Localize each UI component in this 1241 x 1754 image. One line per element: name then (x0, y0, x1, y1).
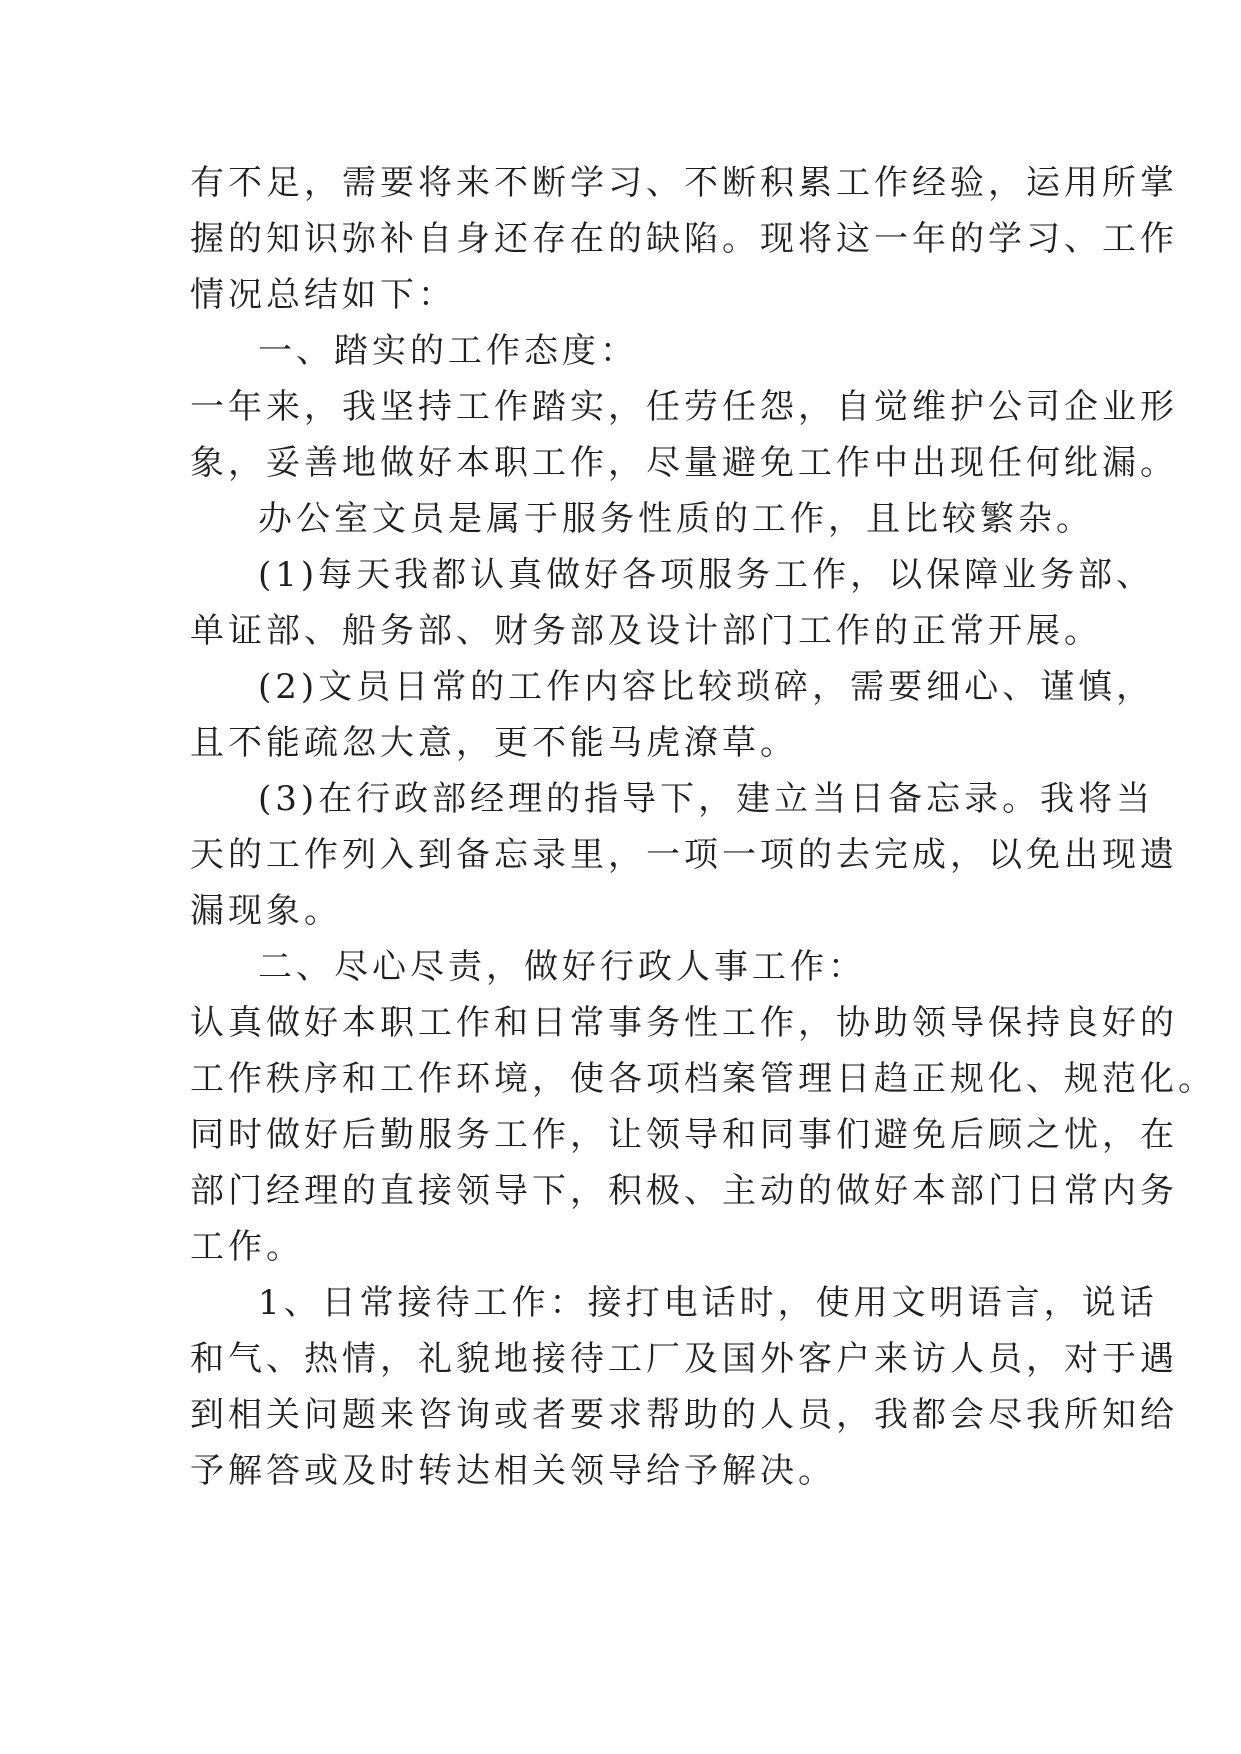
list-item-2: (2)文员日常的工作内容比较琐碎，需要细心、谨慎， (258, 667, 1155, 707)
text-line: 有不足，需要将来不断学习、不断积累工作经验，运用所掌 (190, 163, 1178, 203)
text-line: 漏现象。 (190, 891, 342, 931)
text-line: 部门经理的直接领导下，积极、主动的做好本部门日常内务 (190, 1171, 1178, 1211)
text-line: 握的知识弥补自身还存在的缺陷。现将这一年的学习、工作 (190, 219, 1178, 259)
text-line: 同时做好后勤服务工作，让领导和同事们避免后顾之忧，在 (190, 1115, 1178, 1155)
text-line: 情况总结如下： (190, 275, 456, 315)
text-line: 且不能疏忽大意，更不能马虎潦草。 (190, 723, 798, 763)
text-line: 工作秩序和工作环境，使各项档案管理日趋正规化、规范化。 (190, 1059, 1216, 1099)
text-line: 和气、热情，礼貌地接待工厂及国外客户来访人员，对于遇 (190, 1339, 1178, 1379)
document-body (190, 155, 1216, 1499)
text-line: 天的工作列入到备忘录里，一项一项的去完成，以免出现遗 (190, 835, 1178, 875)
text-line: 工作。 (190, 1227, 304, 1267)
list-item-3: (3)在行政部经理的指导下，建立当日备忘录。我将当 (258, 779, 1155, 819)
section-heading-1: 一、踏实的工作态度： (258, 331, 638, 371)
text-line: 到相关问题来咨询或者要求帮助的人员，我都会尽我所知给 (190, 1395, 1178, 1435)
section-heading-2: 二、尽心尽责，做好行政人事工作： (258, 947, 866, 987)
paragraph-start: 办公室文员是属于服务性质的工作，且比较繁杂。 (258, 499, 1094, 539)
text-line: 象，妥善地做好本职工作，尽量避免工作中出现任何纰漏。 (190, 443, 1178, 483)
text-line: 一年来，我坚持工作踏实，任劳任怨，自觉维护公司企业形 (190, 387, 1178, 427)
text-line: 单证部、船务部、财务部及设计部门工作的正常开展。 (190, 611, 1102, 651)
numbered-item-1: 1、日常接待工作：接打电话时，使用文明语言，说话 (258, 1283, 1158, 1323)
text-line: 予解答或及时转达相关领导给予解决。 (190, 1451, 836, 1491)
text-line: 认真做好本职工作和日常事务性工作，协助领导保持良好的 (190, 1003, 1178, 1043)
list-item-1: (1)每天我都认真做好各项服务工作，以保障业务部、 (258, 555, 1155, 595)
